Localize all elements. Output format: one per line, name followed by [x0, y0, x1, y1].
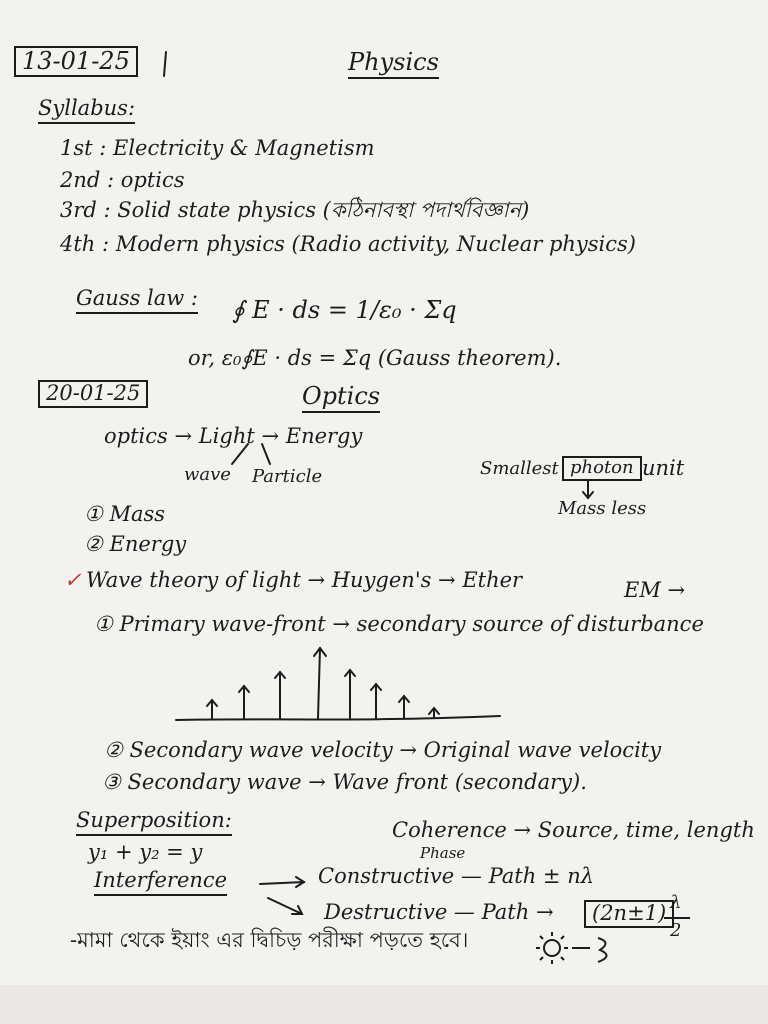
optics-title: Optics: [302, 384, 380, 413]
massless-label: Mass less: [558, 498, 647, 519]
prop-mass: ① Mass: [84, 502, 166, 526]
wave-theory-line: Wave theory of light → Huygen's → Ether: [86, 568, 523, 592]
optics-chain: optics → Light → Energy: [104, 424, 363, 448]
sun-doodle-icon: [536, 932, 607, 964]
smallest-label: Smallest: [480, 458, 559, 479]
interference-label: Interference: [94, 870, 227, 896]
lambda-numerator: λ: [670, 892, 682, 913]
photon-label: photon: [562, 456, 642, 481]
gauss-law-formula: ∮ E · ds = 1/ε₀ · Σq: [232, 296, 457, 324]
syllabus-heading: Syllabus:: [38, 98, 135, 124]
particle-label: Particle: [252, 466, 323, 487]
unit-label: unit: [642, 456, 685, 480]
syllabus-item-4: 4th : Modern physics (Radio activity, Nuclear physics): [60, 232, 637, 256]
wavefront-baseline: [176, 716, 500, 720]
destructive-line: Destructive — Path →: [324, 900, 554, 924]
tick-mark: ✓: [64, 568, 82, 592]
gauss-theorem: or, ε₀∮E · ds = Σq (Gauss theorem).: [188, 346, 562, 370]
syllabus-item-1: 1st : Electricity & Magnetism: [60, 136, 375, 160]
superposition-heading: Superposition:: [76, 810, 232, 836]
page-title: Physics: [348, 50, 439, 79]
wavelet-arrows: [207, 648, 439, 718]
constructive-line: Constructive — Path ± nλ: [318, 864, 595, 888]
optics-date-label: 20-01-25: [38, 380, 148, 408]
prop-energy: ② Energy: [84, 532, 187, 556]
lambda-denominator: 2: [670, 920, 682, 941]
destructive-factor: (2n±1): [584, 900, 674, 928]
arrow-to-particle: [262, 444, 270, 464]
point-secondary-wavefront: ③ Secondary wave → Wave front (secondary).: [102, 770, 587, 794]
phase-label: Phase: [420, 844, 466, 862]
date-label: 13-01-25: [14, 46, 138, 77]
arrow-to-wave: [232, 444, 248, 464]
point-primary-wavefront: ① Primary wave-front → secondary source of disturbance: [94, 612, 704, 636]
syllabus-item-3: 3rd : Solid state physics (কঠিনাবস্থা পদার্থবিজ্ঞান): [60, 198, 530, 222]
wave-label: wave: [184, 464, 231, 485]
syllabus-item-2: 2nd : optics: [60, 168, 185, 192]
gauss-law-label: Gauss law :: [76, 288, 198, 314]
point-secondary-velocity: ② Secondary wave velocity → Original wave velocity: [104, 738, 662, 762]
coherence-line: Coherence → Source, time, length: [392, 818, 755, 842]
em-label: EM →: [624, 578, 686, 602]
superposition-equation: y₁ + y₂ = y: [88, 840, 203, 864]
bengali-note: -মামা থেকে ইয়াং এর দ্বিচিড় পরীক্ষা পড়তে হবে।: [70, 928, 469, 952]
